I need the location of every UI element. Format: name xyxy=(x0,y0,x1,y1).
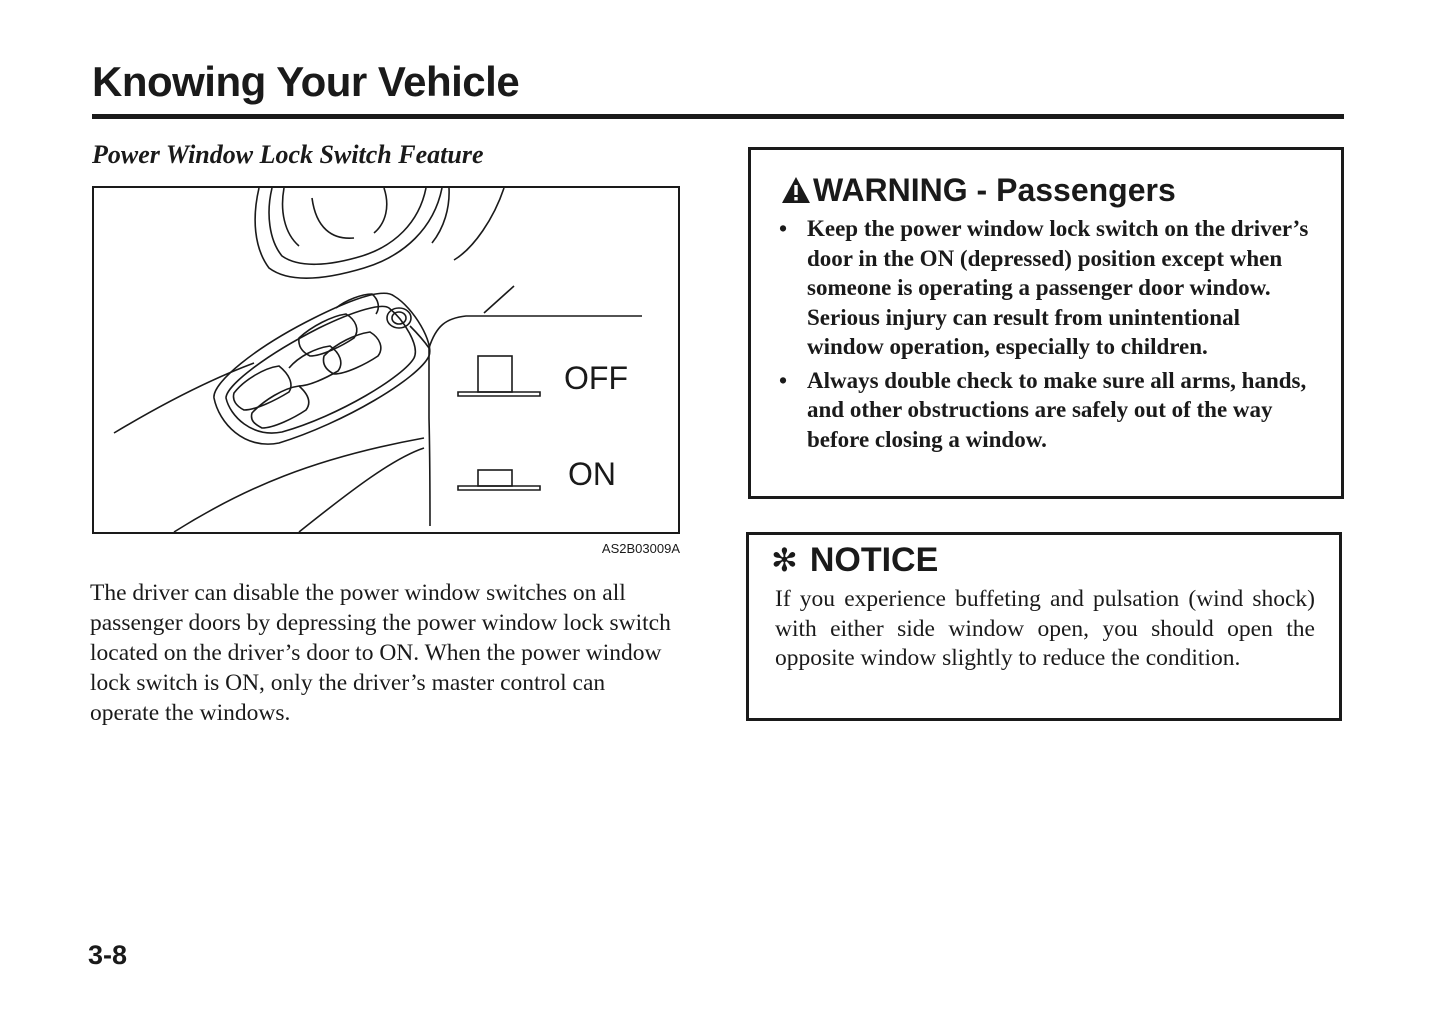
on-label: ON xyxy=(568,456,616,492)
page-title: Knowing Your Vehicle xyxy=(92,58,520,105)
warning-box xyxy=(748,147,1344,499)
figure-code: AS2B03009A xyxy=(601,541,680,556)
warning-item-text: Always double check to make sure all arms, hands, and other obstructions are safely out of the way before closing a window. xyxy=(807,367,1307,452)
notice-heading xyxy=(771,541,938,580)
off-label: OFF xyxy=(564,360,628,396)
notice-title: NOTICE xyxy=(809,541,939,579)
window-switch-illustration xyxy=(92,186,680,534)
title-rule xyxy=(92,114,1344,119)
warning-item xyxy=(773,366,1321,455)
warning-heading xyxy=(781,172,1176,209)
bullet: • xyxy=(779,367,788,393)
notice-text: If you experience buffeting and pulsation (wind shock) with either side window open, you should open the opposite window slightly to reduce the condition. xyxy=(775,586,1315,671)
warning-item xyxy=(773,214,1321,362)
warning-triangle-icon xyxy=(781,176,811,204)
notice-box xyxy=(746,532,1342,721)
warning-title: WARNING - Passengers xyxy=(813,172,1176,208)
body-paragraph: The driver can disable the power window switches on all passenger doors by depressing the power window lock switch located on the driver’s door to ON. When the power window lock switch is ON, only the driver’s master control can operate the windows. xyxy=(90,580,671,726)
section-heading: Power Window Lock Switch Feature xyxy=(92,140,484,169)
warning-list xyxy=(773,214,1321,458)
warning-item-text: Keep the power window lock switch on the driver’s door in the ON (depressed) position except when someone is operating a passenger door window. Serious injury can result from unintentional window operation, especially to children. xyxy=(807,216,1309,359)
page-number: 3-8 xyxy=(88,940,128,970)
asterisk-icon: ✻ xyxy=(771,542,798,578)
bullet: • xyxy=(779,216,788,241)
